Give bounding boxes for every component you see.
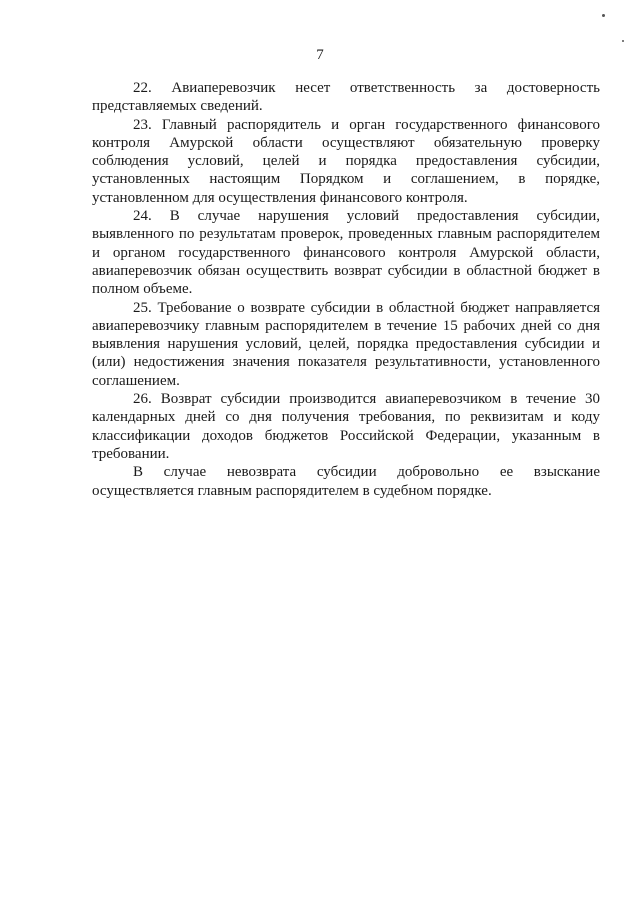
scan-speck [602,14,605,17]
page-number: 7 [316,47,324,63]
paragraph-22: 22. Авиаперевозчик несет ответственность за достоверность представляемых сведений. [92,80,600,115]
paragraph-24: 24. В случае нарушения условий предоставления субсидии, выявленного по результатам проверок, проведенных главным распорядителем и органом государственного финансового контроля Амурской области, авиаперевозчик обязан осуществить возврат субсидии в областной бюджет в полном объеме. [92,208,600,298]
paragraph-23: 23. Главный распорядитель и орган государственного финансового контроля Амурской области осуществляют обязательную проверку соблюдения условий, целей и порядка предоставления субсидии, установленных настоящим Порядком и соглашением, в порядке, установленном для осуществления финансового контроля. [92,116,600,206]
document-body [92,79,600,500]
paragraph-recovery: В случае невозврата субсидии добровольно ее взыскание осуществляется главным распорядителем в судебном порядке. [92,464,600,499]
scan-speck [622,40,624,42]
paragraph-25: 25. Требование о возврате субсидии в областной бюджет направляется авиаперевозчику главным распорядителем в течение 15 рабочих дней со дня выявления нарушения условий, целей, порядка предоставления субсидии и (или) недостижения значения показателя результативности, установленного соглашением. [92,299,600,389]
paragraph-26: 26. Возврат субсидии производится авиаперевозчиком в течение 30 календарных дней со дня получения требования, по реквизитам и коду классификации доходов бюджетов Российской Федерации, указанным в требовании. [92,391,600,462]
